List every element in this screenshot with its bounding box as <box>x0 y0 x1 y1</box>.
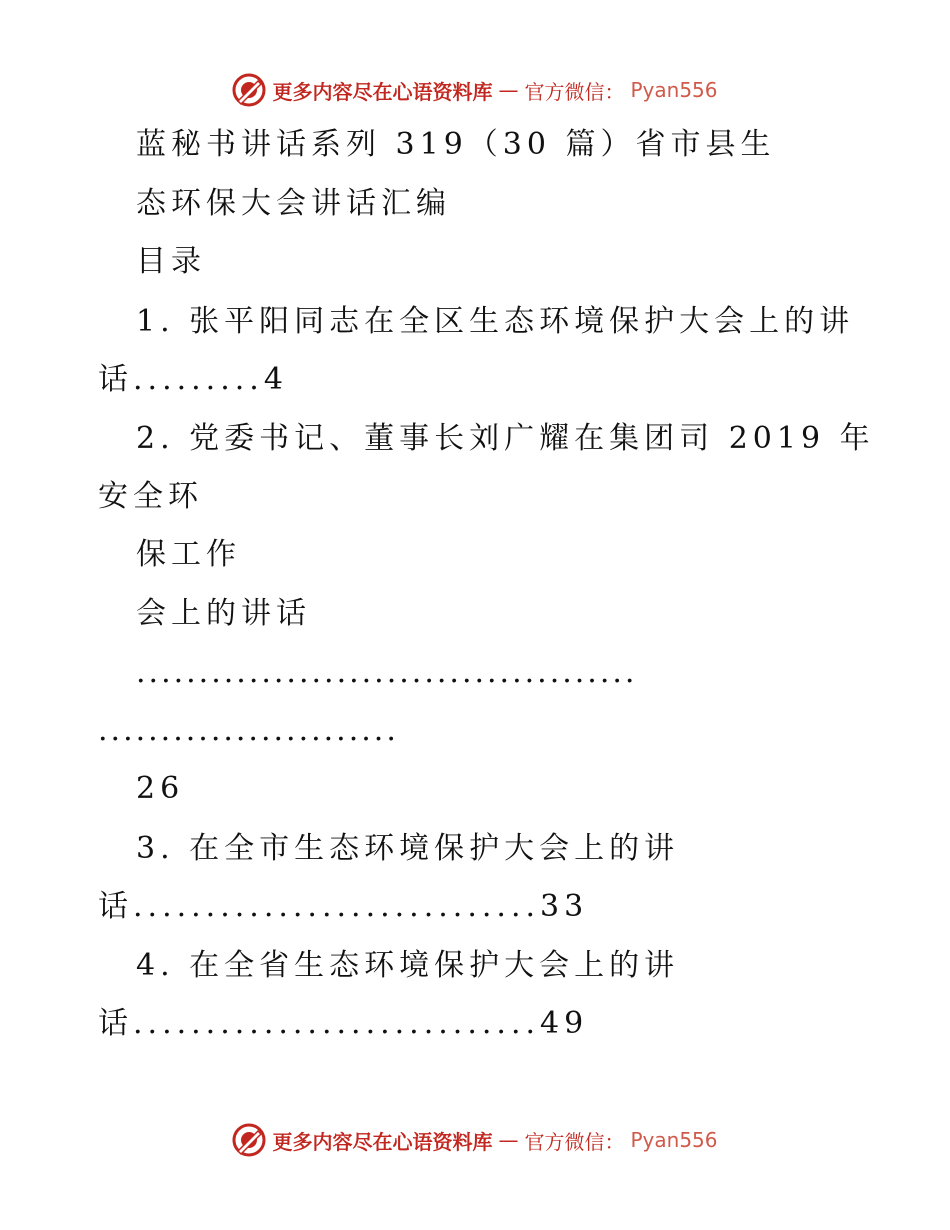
document-title-line1: 蓝秘书讲话系列 319（30 篇）省市县生 <box>136 127 776 162</box>
toc-entry-2-title: 2. 党委书记、董事长刘广耀在集团司 2019 年 <box>136 421 875 456</box>
toc-entry-2-leader-dots2: ........................ <box>98 713 399 748</box>
footer-banner <box>0 1120 950 1160</box>
header-banner <box>0 70 950 110</box>
banner-contact-label: 官方微信： <box>524 79 625 104</box>
banner-wechat-id: Pyan556 <box>630 78 718 102</box>
pen-logo-icon <box>232 73 266 107</box>
footer-separator: — <box>498 1128 519 1152</box>
toc-entry-4-title: 4. 在全省生态环境保护大会上的讲 <box>136 948 680 983</box>
toc-entry-2-title-cont3: 会上的讲话 <box>136 596 311 631</box>
toc-entry-2-leader-dots1: ........................................ <box>136 655 638 690</box>
footer-tagline: 更多内容尽在心语资料库 <box>272 1129 493 1154</box>
toc-entry-2-page: 26 <box>136 771 185 806</box>
document-title-line2: 态环保大会讲话汇编 <box>136 186 451 221</box>
footer-contact-label: 官方微信： <box>524 1129 625 1154</box>
footer-wechat-id: Pyan556 <box>630 1128 718 1152</box>
toc-entry-3-title: 3. 在全市生态环境保护大会上的讲 <box>136 831 680 866</box>
toc-heading: 目录 <box>136 244 206 279</box>
toc-entry-1-title: 1. 张平阳同志在全区生态环境保护大会上的讲 <box>136 304 855 339</box>
toc-entry-2-title-cont1: 安全环 <box>98 479 203 514</box>
pen-logo-icon <box>232 1123 266 1157</box>
toc-entry-3-page: 话............................33 <box>98 889 589 924</box>
toc-entry-4-page: 话............................49 <box>98 1006 589 1041</box>
toc-entry-2-title-cont2: 保工作 <box>136 537 241 572</box>
banner-separator: — <box>498 78 519 102</box>
banner-tagline: 更多内容尽在心语资料库 <box>272 79 493 104</box>
toc-entry-1-page: 话.........4 <box>98 362 288 397</box>
